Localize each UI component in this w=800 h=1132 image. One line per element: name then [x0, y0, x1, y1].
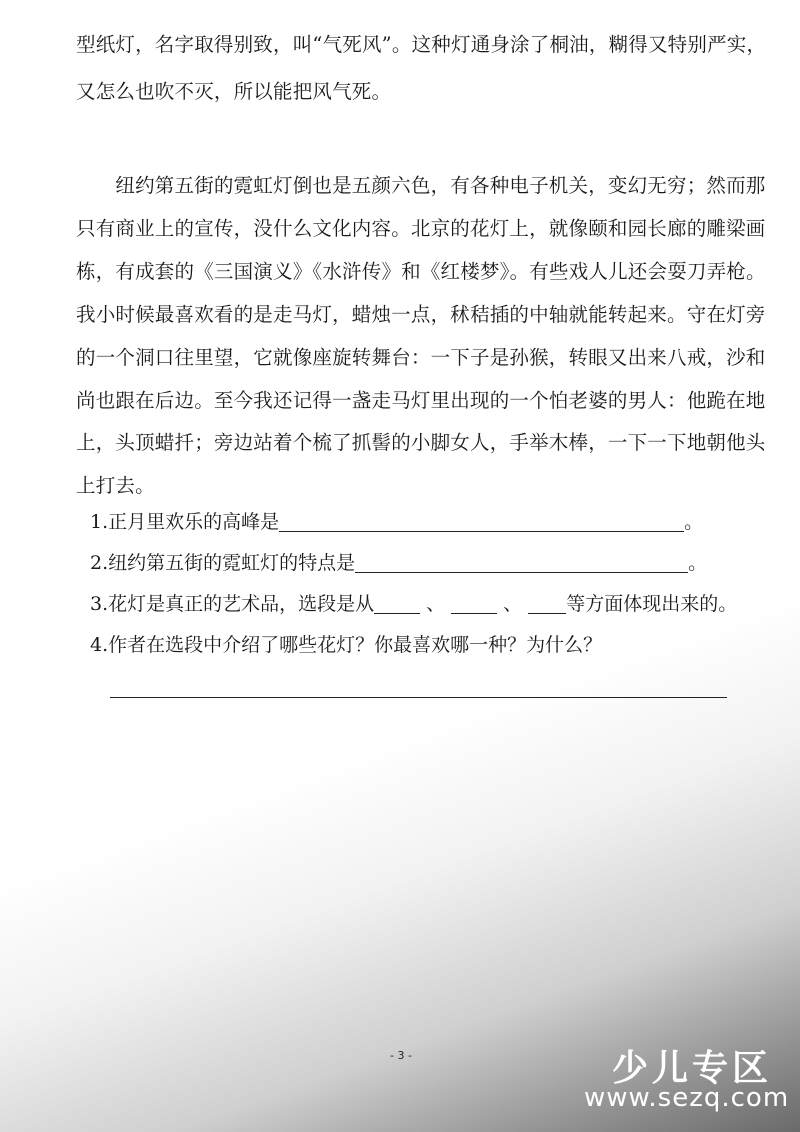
question-1: [90, 510, 703, 534]
passage-line: 上，头顶蜡扦；旁边站着个梳了抓髻的小脚女人，手举木棒，一下一下地朝他头: [76, 431, 766, 454]
answer-blank-3[interactable]: [528, 593, 566, 614]
passage-line: 的一个洞口往里望，它就像座旋转舞台：一下子是孙猴，转眼又出来八戒，沙和: [76, 346, 766, 369]
passage-line: 又怎么也吹不灭，所以能把风气死。: [76, 80, 392, 103]
separator: 、: [426, 593, 446, 615]
answer-blank[interactable]: [279, 511, 684, 532]
question-3: [90, 592, 737, 616]
question-text: 正月里欢乐的高峰是: [108, 511, 280, 533]
separator: 、: [503, 593, 523, 615]
question-text: 作者在选段中介绍了哪些花灯？你最喜欢哪一种？为什么？: [108, 634, 603, 656]
question-number: 4.: [90, 634, 109, 656]
answer-blank[interactable]: [355, 552, 688, 573]
passage-line: 纽约第五街的霓虹灯倒也是五颜六色，有各种电子机关，变幻无穷；然而那: [76, 174, 766, 197]
passage-line: 尚也跟在后边。至今我还记得一盏走马灯里出现的一个怕老婆的男人：他跪在地: [76, 389, 766, 412]
page-number: - 3 -: [390, 1049, 412, 1062]
question-number: 3.: [90, 593, 109, 615]
watermark-logo: 少儿专区: [612, 1048, 773, 1089]
passage-line: 只有商业上的宣传，没什么文化内容。北京的花灯上，就像颐和园长廊的雕梁画: [76, 217, 766, 240]
question-4: [90, 633, 602, 657]
answer-blank-2[interactable]: [451, 593, 497, 614]
question-number: 1.: [90, 511, 109, 533]
passage-line: 栋，有成套的《三国演义》《水浒传》和《红楼梦》。有些戏人儿还会耍刀弄枪。: [76, 260, 766, 283]
question-2: [90, 551, 707, 575]
question-text: 纽约第五街的霓虹灯的特点是: [108, 552, 356, 574]
passage-line: 型纸灯，名字取得别致，叫“气死风”。这种灯通身涂了桐油，糊得又特别严实，: [76, 33, 767, 56]
answer-blank-1[interactable]: [374, 593, 420, 614]
question-text: 花灯是真正的艺术品，选段是从: [108, 593, 375, 615]
passage-line: 我小时候最喜欢看的是走马灯，蜡烛一点，秫秸插的中轴就能转起来。守在灯旁: [76, 303, 766, 326]
passage-line: 上打去。: [76, 474, 155, 497]
question-suffix: 。: [684, 511, 704, 533]
question-suffix: 等方面体现出来的。: [566, 593, 738, 615]
question-number: 2.: [90, 552, 109, 574]
watermark-url: www.sezq.com: [584, 1083, 790, 1113]
question-suffix: 。: [688, 552, 708, 574]
answer-line[interactable]: [110, 697, 727, 698]
